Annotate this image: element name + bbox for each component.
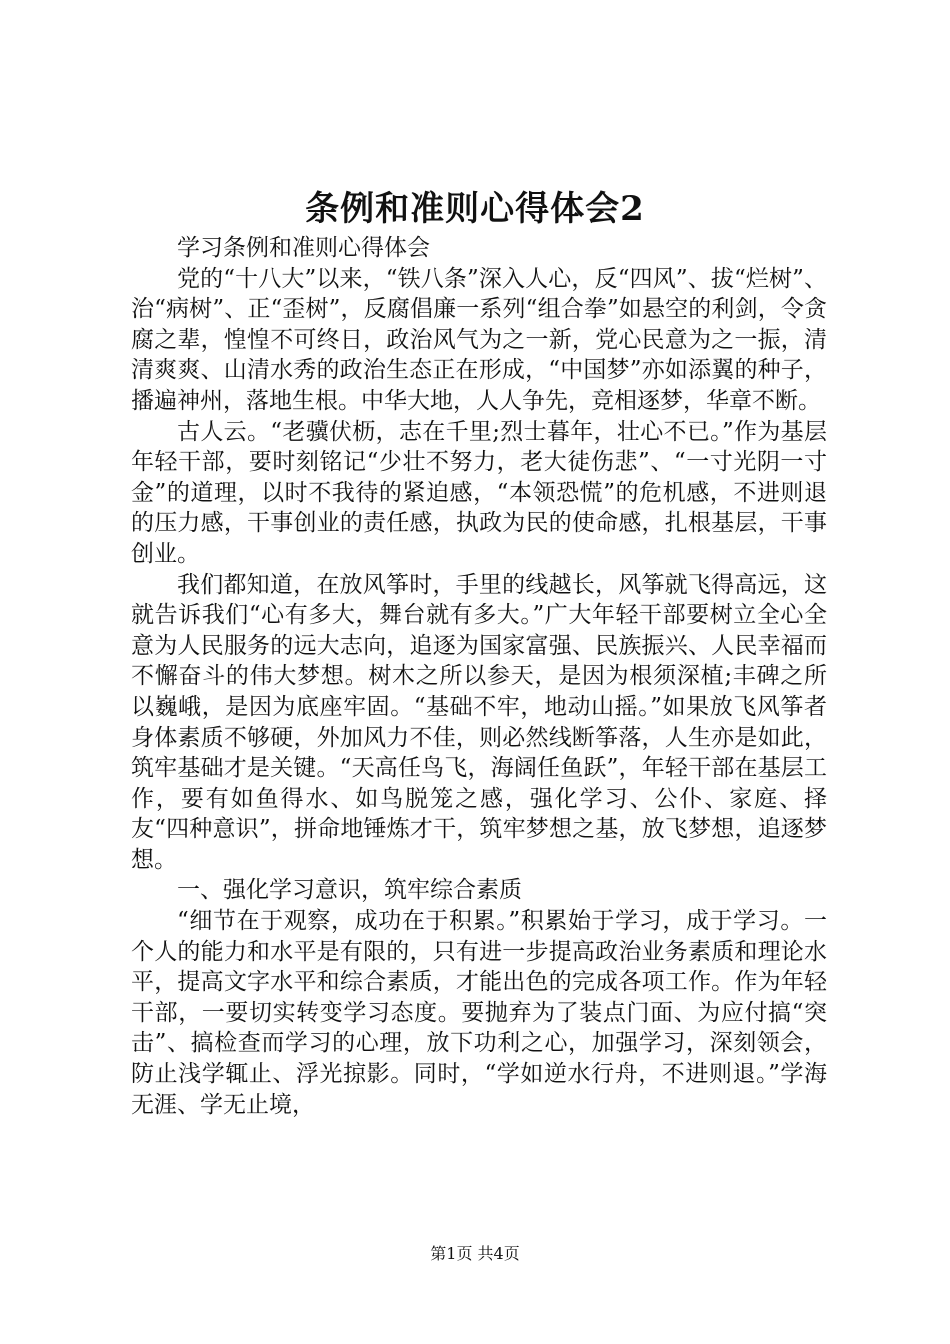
body-paragraph: 我们都知道，在放风筝时，手里的线越长，风筝就飞得高远，这就告诉我们“心有多大，舞台就有多大。”广大年轻干部要树立全心全意为人民服务的远大志向，追逐为国家富强、民族振兴、人民幸福而不懈奋斗的伟大梦想。树木之所以参天，是因为根须深植;丰碑之所以巍峨，是因为底座牢固。“基础不牢，地动山摇。”如果放飞风筝者身体素质不够硬，外加风力不佳，则必然线断筝落，人生亦是如此，筑牢基础才是关键。“天高任鸟飞，海阔任鱼跃”，年轻干部在基层工作，要有如鱼得水、如鸟脱笼之感，强化学习、公仆、家庭、择友“四种意识”，拼命地锤炼才干，筑牢梦想之基，放飞梦想，追逐梦想。 [131, 571, 827, 873]
document-body [131, 233, 827, 1120]
body-paragraph: 古人云。“老骥伏枥，志在千里;烈士暮年，壮心不已。”作为基层年轻干部，要时刻铭记“少壮不努力，老大徒伤悲”、“一寸光阴一寸金”的道理，以时不我待的紧迫感，“本领恐慌”的危机感，不进则退的压力感，干事创业的责任感，执政为民的使命感，扎根基层，干事创业。 [131, 418, 827, 567]
document-title: 条例和准则心得体会2 [305, 189, 645, 229]
subtitle-paragraph: 学习条例和准则心得体会 [177, 235, 430, 261]
body-paragraph: “细节在于观察，成功在于积累。”积累始于学习，成于学习。一个人的能力和水平是有限的，只有进一步提高政治业务素质和理论水平，提高文字水平和综合素质，才能出色的完成各项工作。作为年轻干部，一要切实转变学习态度。要抛弃为了装点门面、为应付搞“突击”、搞检查而学习的心理，放下功利之心，加强学习，深刻领会，防止浅学辄止、浮光掠影。同时，“学如逆水行舟，不进则退。”学海无涯、学无止境， [131, 908, 827, 1118]
page-footer: 第1页 共4页 [430, 1244, 520, 1263]
section-heading: 一、强化学习意识，筑牢综合素质 [177, 877, 522, 904]
body-paragraph: 党的“十八大”以来，“铁八条”深入人心，反“四风”、拔“烂树”、治“病树”、正“歪树”，反腐倡廉一系列“组合拳”如悬空的利剑，令贪腐之辈，惶惶不可终日，政治风气为之一新，党心民意为之一振，清清爽爽、山清水秀的政治生态正在形成，“中国梦”亦如添翼的种子，播遍神州，落地生根。中华大地，人人争先，竞相逐梦，华章不断。 [131, 265, 827, 414]
